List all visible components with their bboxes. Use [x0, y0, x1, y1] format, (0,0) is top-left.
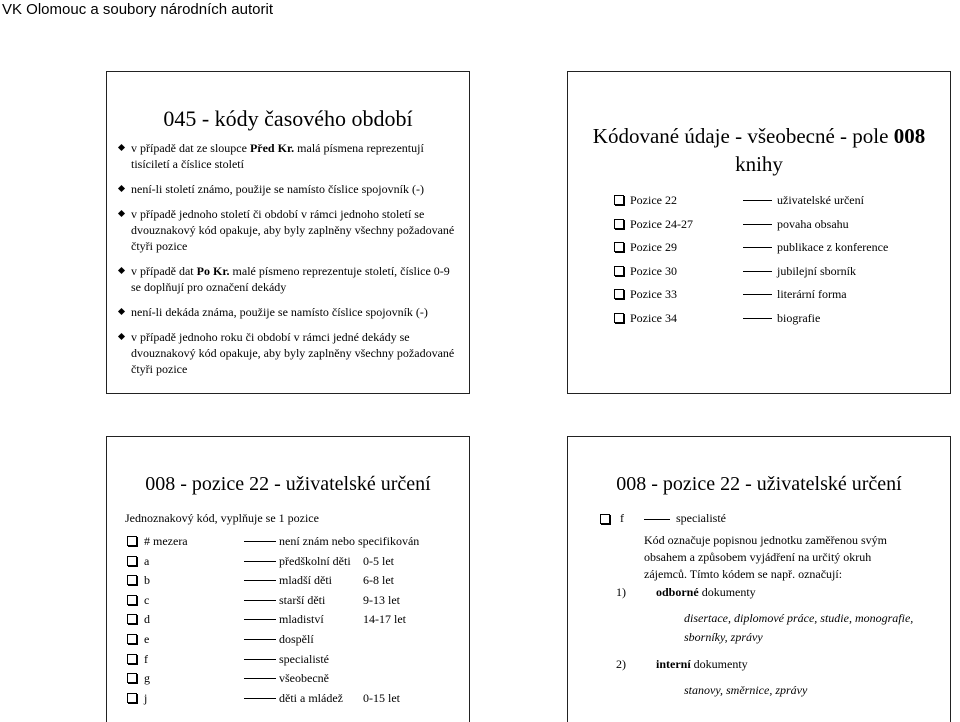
diamond-bullet-icon: [118, 308, 125, 315]
document-header: VK Olomouc a soubory národních autorit: [2, 1, 273, 18]
checkbox-bullet-icon: [127, 595, 137, 605]
slide-008-coded-data: Kódované údaje - všeobecné - pole 008 knihy Pozice 22 uživatelské určení Pozice 24-27 povaha obsahu Pozice 29 publikace z konference Pozice 30 jubilejní sborník Pozice 33 literární forma Pozice 34 biografie: [567, 71, 951, 394]
checkbox-bullet-icon: [127, 634, 137, 644]
slide-title: 045 - kódy časového období: [163, 106, 413, 131]
bullet-item: není-li století známo, použije se namísto číslice spojovník (-): [117, 181, 459, 197]
checkbox-bullet-icon: [127, 654, 137, 664]
description-paragraph: Kód označuje popisnou jednotku zaměřenou svým obsahem a způsobem vyjádření na určitý okruh zájemců. Tímto kódem se např. označují:: [644, 533, 887, 581]
dash-line: [743, 200, 772, 201]
dash-line: [743, 247, 772, 248]
checkbox-bullet-icon: [127, 693, 137, 703]
slide-intro: Jednoznakový kód, vyplňuje se 1 pozice: [125, 511, 319, 525]
checkbox-bullet-icon: [127, 673, 137, 683]
checkbox-bullet-icon: [127, 536, 137, 546]
examples-text: disertace, diplomové práce, studie, monografie, sborníky, zprávy: [684, 611, 914, 644]
slide-position-22-specialists: 008 - pozice 22 - uživatelské určení f specialisté Kód označuje popisnou jednotku zaměřenou svým obsahem a způsobem vyjádření na určitý okruh zájemců. Tímto kódem se např. označují: 1) odborné dokumenty disertace, diplomové práce, studie, monografie, sborníky, zprávy 2) interní dokumenty stanovy, směrnice, zprávy: [567, 436, 951, 722]
bullet-item: není-li dekáda známa, použije se namísto číslice spojovník (-): [117, 304, 459, 320]
dash-line: [244, 580, 276, 581]
dash-line: [743, 271, 772, 272]
checkbox-bullet-icon: [127, 575, 137, 585]
bullet-item: v případě dat Po Kr. malé písmeno reprezentuje století, číslice 0-9 se doplňují pro označení dekády: [117, 263, 459, 295]
checkbox-bullet-icon: [600, 514, 610, 524]
dash-line: [244, 639, 276, 640]
dash-line: [244, 561, 276, 562]
checkbox-bullet-icon: [614, 266, 624, 276]
code-row: f specialisté: [600, 511, 900, 529]
dash-line: [244, 698, 276, 699]
diamond-bullet-icon: [118, 144, 125, 151]
checkbox-bullet-icon: [614, 289, 624, 299]
diamond-bullet-icon: [118, 210, 125, 217]
slide-position-22-codes: 008 - pozice 22 - uživatelské určení Jednoznakový kód, vyplňuje se 1 pozice # mezera není znám nebo specifikován a předškolní děti 0-5 let b mladší děti 6-8 let c starší děti 9-13 let d mladiství 14-17 let e dospělí f specialisté g všeobecně j děti a mládež 0-15 let: [106, 436, 470, 722]
checkbox-bullet-icon: [614, 313, 624, 323]
examples-text: stanovy, směrnice, zprávy: [684, 683, 808, 697]
slide-title: Kódované údaje - všeobecné - pole 008 knihy: [592, 124, 926, 176]
checkbox-bullet-icon: [127, 614, 137, 624]
slide-title: 008 - pozice 22 - uživatelské určení: [145, 473, 431, 495]
bullet-item: v případě jednoho století či období v rámci jednoho století se dvouznakový kód opakuje, aby byly zaplněny všechny požadované čtyři pozice: [117, 206, 459, 254]
bullet-list: [117, 140, 459, 386]
bullet-item: v případě dat ze sloupce Před Kr. malá písmena reprezentují tisíciletí a číslice století: [117, 140, 459, 172]
dash-line: [644, 519, 670, 520]
bullet-item: v případě jednoho roku či období v rámci jedné dekády se dvouznakový kód opakuje, aby byly zaplněny všechny požadované čtyři pozice: [117, 329, 459, 377]
slide-045-time-period-codes: [106, 71, 470, 394]
diamond-bullet-icon: [118, 185, 125, 192]
dash-line: [244, 600, 276, 601]
dash-line: [743, 318, 772, 319]
dash-line: [244, 659, 276, 660]
diamond-bullet-icon: [118, 333, 125, 340]
checkbox-bullet-icon: [127, 556, 137, 566]
checkbox-bullet-icon: [614, 242, 624, 252]
dash-line: [743, 294, 772, 295]
dash-line: [244, 678, 276, 679]
dash-line: [743, 224, 772, 225]
checkbox-bullet-icon: [614, 195, 624, 205]
dash-line: [244, 619, 276, 620]
checkbox-bullet-icon: [614, 219, 624, 229]
diamond-bullet-icon: [118, 267, 125, 274]
dash-line: [244, 541, 276, 542]
slide-title: 008 - pozice 22 - uživatelské určení: [616, 473, 902, 495]
